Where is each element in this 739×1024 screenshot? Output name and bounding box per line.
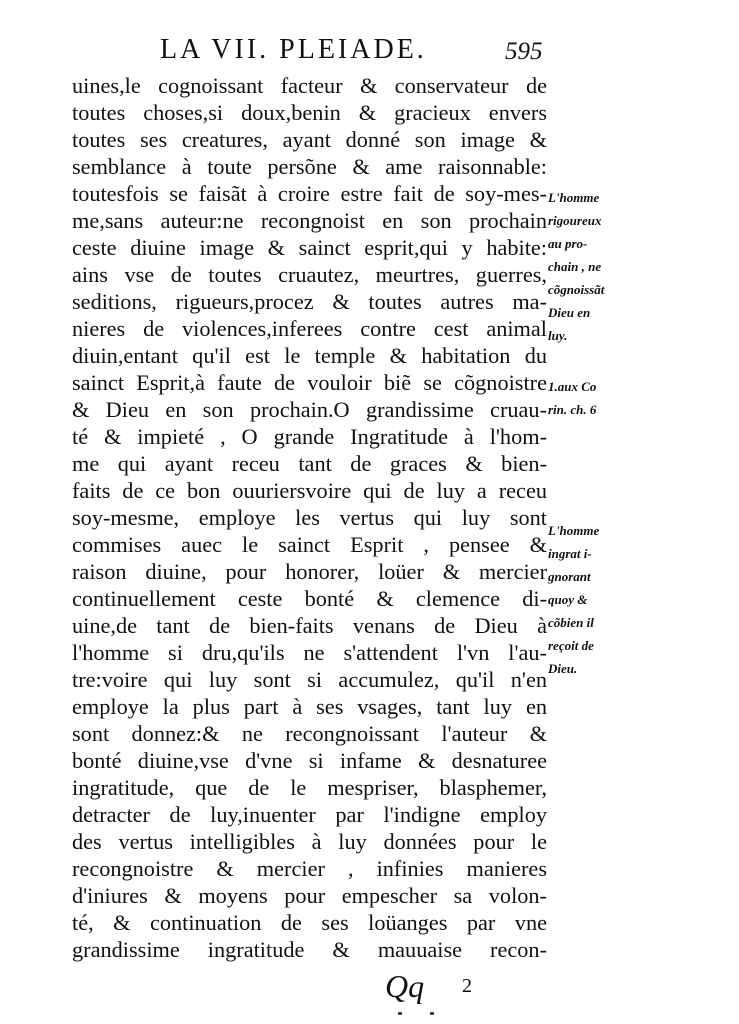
body-line: raison diuine, pour honorer, loüer & mercier bbox=[72, 559, 547, 584]
body-line: employe la plus part à ses vsages, tant luy en bbox=[72, 694, 547, 719]
signature-number: 2 bbox=[462, 975, 472, 997]
body-line: uines,le cognoissant facteur & conservateur de bbox=[72, 73, 547, 98]
margin-note-line: rin. ch. 6 bbox=[548, 402, 597, 417]
margin-note-ingrat bbox=[548, 519, 648, 680]
body-line: seditions, rigueurs,procez & toutes autres ma- bbox=[72, 289, 547, 314]
margin-note-line: rigoureux bbox=[548, 213, 602, 228]
margin-note-line: au pro- bbox=[548, 236, 588, 251]
body-line: d'iniures & moyens pour empescher sa volon- bbox=[72, 883, 547, 908]
margin-note-line: L'homme bbox=[548, 523, 600, 538]
body-line: nieres de violences,inferees contre cest animal bbox=[72, 316, 547, 341]
running-head: LA VII. PLEIADE. bbox=[160, 34, 427, 65]
margin-note-line: ingrat i- bbox=[548, 546, 592, 561]
body-line: diuin,entant qu'il est le temple & habitation du bbox=[72, 343, 547, 368]
margin-note-line: chain , ne bbox=[548, 259, 602, 274]
margin-note-line: luy. bbox=[548, 328, 568, 343]
margin-note-line: gnorant bbox=[548, 569, 591, 584]
body-line: toutes choses,si doux,benin & gracieux envers bbox=[72, 100, 547, 125]
body-line: tre:voire qui luy sont si accumulez, qu'il n'en bbox=[72, 667, 547, 692]
margin-note-line: Dieu en bbox=[548, 305, 591, 320]
body-line: sont donnez:& ne recongnoissant l'auteur & bbox=[72, 721, 547, 746]
body-line: ingratitude, que de le mespriser, blasphemer, bbox=[72, 775, 547, 800]
margin-note-rigoureux bbox=[548, 186, 648, 347]
body-line: soy-mesme, employe les vertus qui luy sont bbox=[72, 505, 547, 530]
page-number: 595 bbox=[505, 38, 543, 65]
margin-note-line: Dieu. bbox=[548, 661, 578, 676]
margin-note-corinthians bbox=[548, 375, 648, 421]
margin-note-line: cõbien il bbox=[548, 615, 594, 630]
body-line: me qui ayant receu tant de graces & bien- bbox=[72, 451, 547, 476]
body-line: toutes ses creatures, ayant donné son image & bbox=[72, 127, 547, 152]
body-line: des vertus intelligibles à luy données pour le bbox=[72, 829, 547, 854]
body-line: ceste diuine image & sainct esprit,qui y habite: bbox=[72, 235, 547, 260]
body-line: toutesfois se faisãt à croire estre fait de soy-mes- bbox=[72, 181, 547, 206]
body-line: recongnoistre & mercier , infinies manieres bbox=[72, 856, 547, 881]
body-line: continuellement ceste bonté & clemence di- bbox=[72, 586, 547, 611]
margin-note-line: cõgnoissãt bbox=[548, 282, 605, 297]
body-line: uine,de tant de bien-faits venans de Dieu à bbox=[72, 613, 547, 638]
body-line: detracter de luy,inuenter par l'indigne employ bbox=[72, 802, 547, 827]
print-speck bbox=[398, 1012, 402, 1015]
margin-note-line: 1.aux Co bbox=[548, 379, 597, 394]
margin-note-line: reçoit de bbox=[548, 638, 594, 653]
body-line: té, & continuation de ses loüanges par vne bbox=[72, 910, 547, 935]
body-line: faits de ce bon ouuriersvoire qui de luy a receu bbox=[72, 478, 547, 503]
body-text bbox=[72, 72, 547, 963]
body-line: semblance à toute persõne & ame raisonnable: bbox=[72, 154, 547, 179]
body-line: sainct Esprit,à faute de vouloir biẽ se cõgnoistre bbox=[72, 370, 547, 395]
print-speck bbox=[430, 1012, 434, 1015]
margin-note-line: L'homme bbox=[548, 190, 600, 205]
body-line: & Dieu en son prochain.O grandissime cruau- bbox=[72, 397, 547, 422]
margin-note-line: quoy & bbox=[548, 592, 588, 607]
body-line: bonté diuine,vse d'vne si infame & desnaturee bbox=[72, 748, 547, 773]
body-line: me,sans auteur:ne recongnoist en son prochain bbox=[72, 208, 547, 233]
body-line: l'homme si dru,qu'ils ne s'attendent l'vn l'au- bbox=[72, 640, 547, 665]
body-line: ains vse de toutes cruautez, meurtres, guerres, bbox=[72, 262, 547, 287]
body-line: commises auec le sainct Esprit , pensee & bbox=[72, 532, 547, 557]
body-line: té & impieté , O grande Ingratitude à l'hom- bbox=[72, 424, 547, 449]
body-line: grandissime ingratitude & mauuaise recon- bbox=[72, 937, 547, 962]
signature-mark: Qq bbox=[385, 968, 425, 1004]
